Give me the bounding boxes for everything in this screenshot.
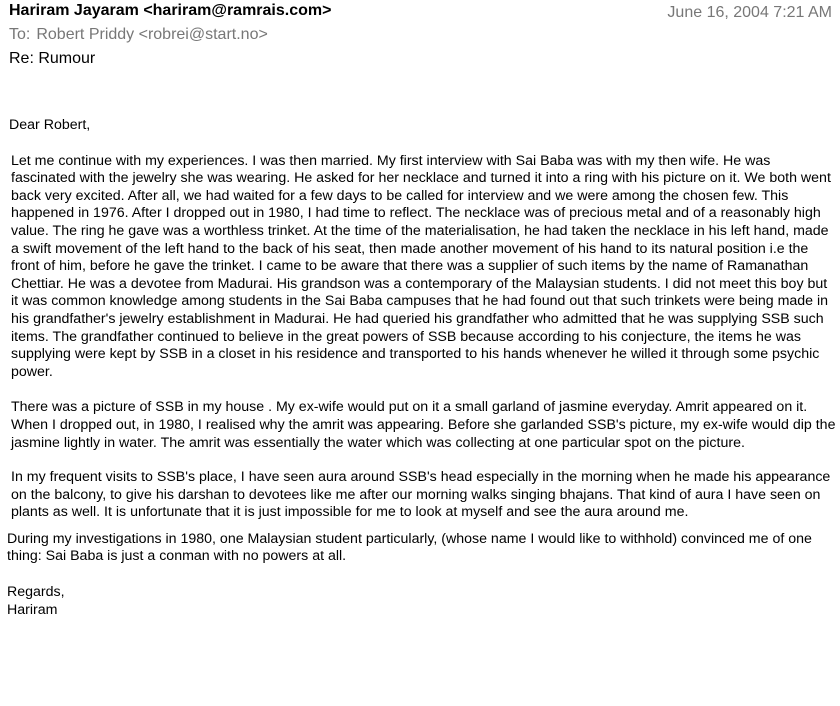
body-paragraph: During my investigations in 1980, one Malaysian student particularly, (whose name I would like to withhold) convinced me of one thing: Sai Baba is just a conman with no powers at all. (7, 530, 812, 565)
recipient[interactable]: Robert Priddy <robrei@start.no> (36, 26, 268, 43)
email-body (9, 117, 837, 619)
body-paragraph: Let me continue with my experiences. I was then married. My first interview with Sai Baba was with my then wife. He was fascinated with the jewelry she was wearing. He asked for her necklace and turned it into a ring with his picture on it. We both went back very excited. After all, we had waited for a few days to be called for interview and we were among the chosen few. This happened in 1976. After I dropped out in 1980, I had time to reflect. The necklace was of precious metal and of a reasonably high value. The ring he gave was a worthless trinket. At the time of the materialisation, he had taken the necklace in his left hand, made a swift movement of the left hand to the back of his seat, then made another movement of his hand to its natural position i.e the front of him, before he gave the trinket. I came to be aware that there was a supplier of such items by the name of Ramanathan Chettiar. He was a devotee from Madurai. His grandson was a contemporary of the Malaysian students. I did not meet this boy but it was common knowledge among students in the Sai Baba campuses that he had found out that such trinkets were being made in his grandfather's jewelry establishment in Madurai. He had queried his grandfather who admitted that he was supplying SSB such items. The grandfather continued to believe in the great powers of SSB because according to his conjecture, the items he was supplying were kept by SSB in a closet in his residence and transported to his hands whenever he willed it through some psychic power. (11, 152, 831, 380)
closing: Regards, (7, 584, 65, 601)
subject: Re: Rumour (9, 50, 96, 67)
body-paragraph: There was a picture of SSB in my house . My ex-wife would put on it a small garland of jasmine everyday. Amrit appeared on it. When I dropped out, in 1980, I realised why the amrit was appearing. Before she garlanded SSB's picture, my ex-wife would dip the jasmine lightly in water. The amrit was essentially the water which was collecting at one particular spot on the picture. (11, 399, 836, 451)
recipient-line (9, 26, 268, 44)
salutation: Dear Robert, (9, 117, 91, 133)
closing-block (7, 584, 837, 619)
to-label: To: (9, 26, 31, 43)
sender[interactable]: Hariram Jayaram <hariram@ramrais.com> (9, 2, 332, 19)
signature: Hariram (7, 601, 58, 618)
body-paragraph: In my frequent visits to SSB's place, I have seen aura around SSB's head especially in the morning when he made his appearance on the balcony, to give his darshan to devotees like me after our morning walks singing bhajans. That kind of aura I have seen on plants as well. It is unfortunate that it is just impossible for me to look at myself and see the aura around me. (11, 469, 831, 521)
sent-date: June 16, 2004 7:21 AM (667, 4, 832, 21)
